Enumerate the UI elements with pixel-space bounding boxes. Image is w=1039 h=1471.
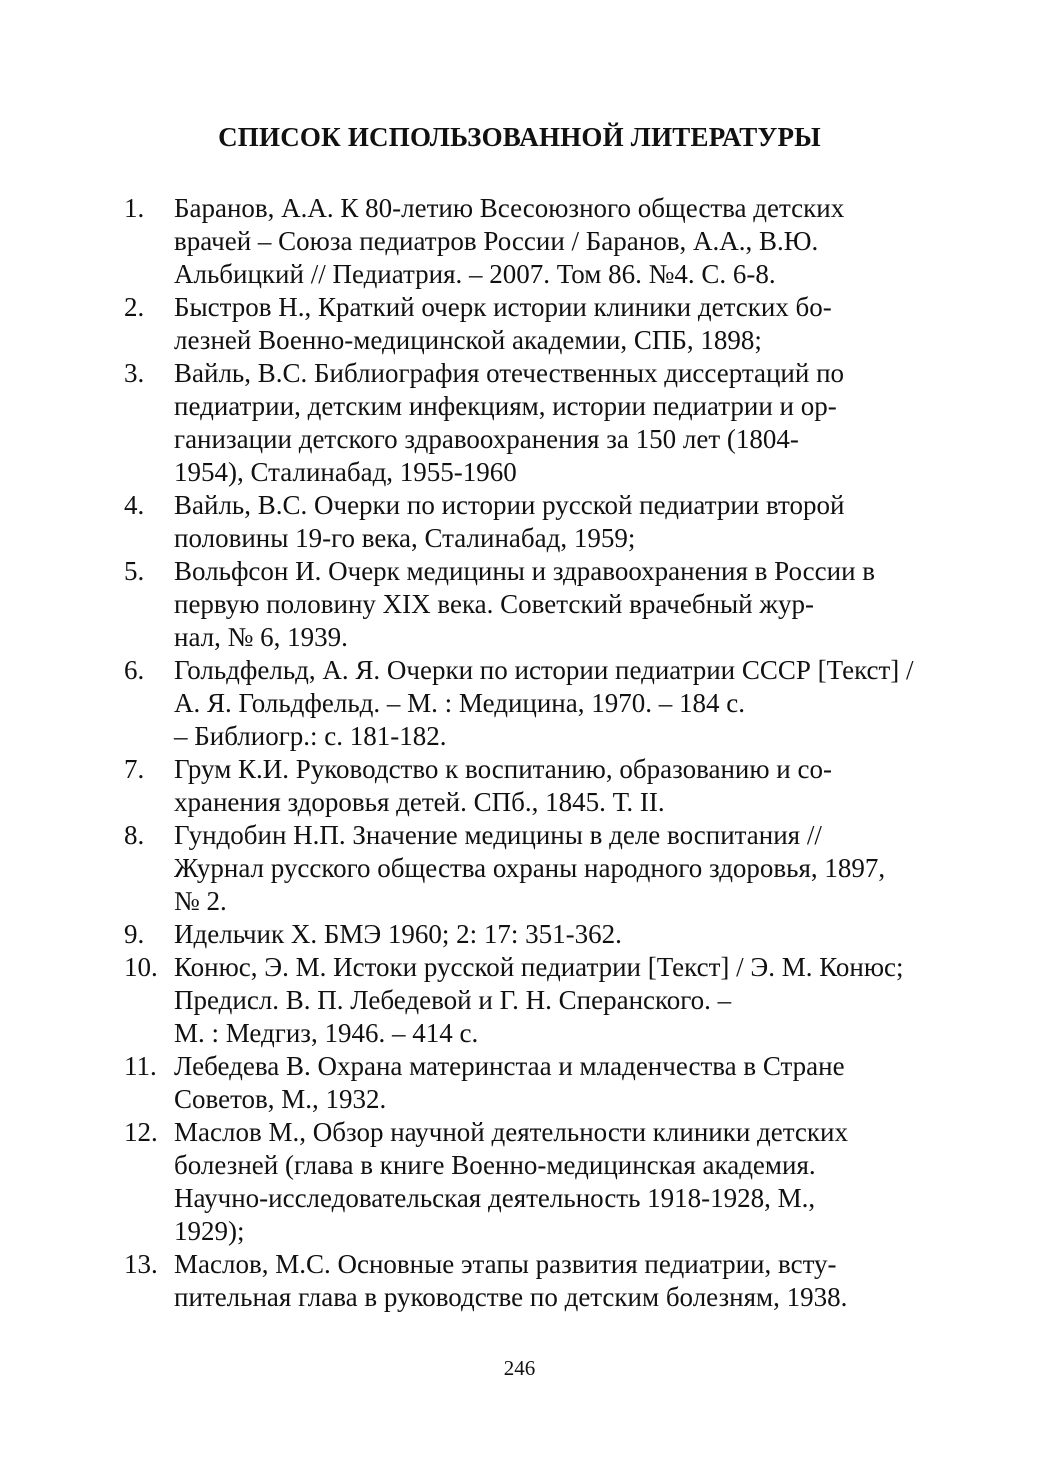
entry-number: 4. [124, 490, 145, 520]
entry-number: 7. [124, 754, 145, 784]
bibliography-entry [0, 291, 1039, 357]
entry-text: Маслов М., Обзор научной деятельности клиники детских болезней (глава в книге Военно-медицинская академия. Научно-исследовательская деятельность 1918-1928, М., 1929); [174, 1117, 848, 1246]
bibliography-entry [0, 357, 1039, 489]
entry-text: Гундобин Н.П. Значение медицины в деле воспитания // Журнал русского общества охраны народного здоровья, 1897, № 2. [174, 820, 886, 916]
entry-text: Вайль, В.С. Библиография отечественных диссертаций по педиатрии, детским инфекциям, истории педиатрии и ор- ганизации детского здравоохранения за 150 лет (1804- 1954), Сталинабад, 1955-1960 [174, 358, 845, 487]
bibliography-entry [0, 1116, 1039, 1248]
entry-number: 6. [124, 655, 145, 685]
page-title: СПИСОК ИСПОЛЬЗОВАННОЙ ЛИТЕРАТУРЫ [218, 122, 821, 152]
bibliography-entry [0, 489, 1039, 555]
bibliography-entry [0, 192, 1039, 291]
bibliography-entry [0, 753, 1039, 819]
entry-text: Грум К.И. Руководство к воспитанию, образованию и со- хранения здоровья детей. СПб., 1845. Т. II. [174, 754, 832, 817]
bibliography-entry [0, 654, 1039, 753]
bibliography-entry [0, 555, 1039, 654]
bibliography-entry [0, 951, 1039, 1050]
entry-text: Баранов, А.А. К 80-летию Всесоюзного общества детских врачей – Союза педиатров России / Баранов, А.А., В.Ю. Альбицкий // Педиатрия. – 2007. Том 86. №4. С. 6-8. [174, 193, 845, 289]
entry-number: 1. [124, 193, 145, 223]
entry-number: 8. [124, 820, 145, 850]
entry-text: Гольдфельд, А. Я. Очерки по истории педиатрии СССР [Текст] / А. Я. Гольдфельд. – М. : Медицина, 1970. – 184 с. – Библиогр.: с. 181-182. [174, 655, 914, 751]
entry-number: 11. [124, 1051, 157, 1081]
bibliography-entry [0, 918, 1039, 951]
entry-number: 12. [124, 1117, 158, 1147]
entry-text: Вольфсон И. Очерк медицины и здравоохранения в России в первую половину XIX века. Советский врачебный жур- нал, № 6, 1939. [174, 556, 876, 652]
entry-number: 9. [124, 919, 145, 949]
entry-text: Вайль, В.С. Очерки по истории русской педиатрии второй половины 19-го века, Сталинабад, 1959; [174, 490, 845, 553]
entry-text: Конюс, Э. М. Истоки русской педиатрии [Текст] / Э. М. Конюс; Предисл. В. П. Лебедевой и Г. Н. Сперанского. – М. : Медгиз, 1946. – 414 с. [174, 952, 904, 1048]
bibliography-entry [0, 819, 1039, 918]
entry-number: 10. [124, 952, 158, 982]
entry-number: 2. [124, 292, 145, 322]
entry-text: Идельчик Х. БМЭ 1960; 2: 17: 351-362. [174, 919, 622, 949]
entry-number: 3. [124, 358, 145, 388]
bibliography-entry [0, 1248, 1039, 1314]
bibliography-list [0, 192, 1039, 1314]
entry-text: Быстров Н., Краткий очерк истории клиники детских бо- лезней Военно-медицинской академии, СПБ, 1898; [174, 292, 832, 355]
entry-number: 5. [124, 556, 145, 586]
entry-number: 13. [124, 1249, 158, 1279]
entry-text: Маслов, М.С. Основные этапы развития педиатрии, всту- пительная глава в руководстве по детским болезням, 1938. [174, 1249, 848, 1312]
entry-text: Лебедева В. Охрана материнстаа и младенчества в Стране Советов, М., 1932. [174, 1051, 845, 1114]
bibliography-entry [0, 1050, 1039, 1116]
page-number: 246 [503, 1356, 536, 1380]
